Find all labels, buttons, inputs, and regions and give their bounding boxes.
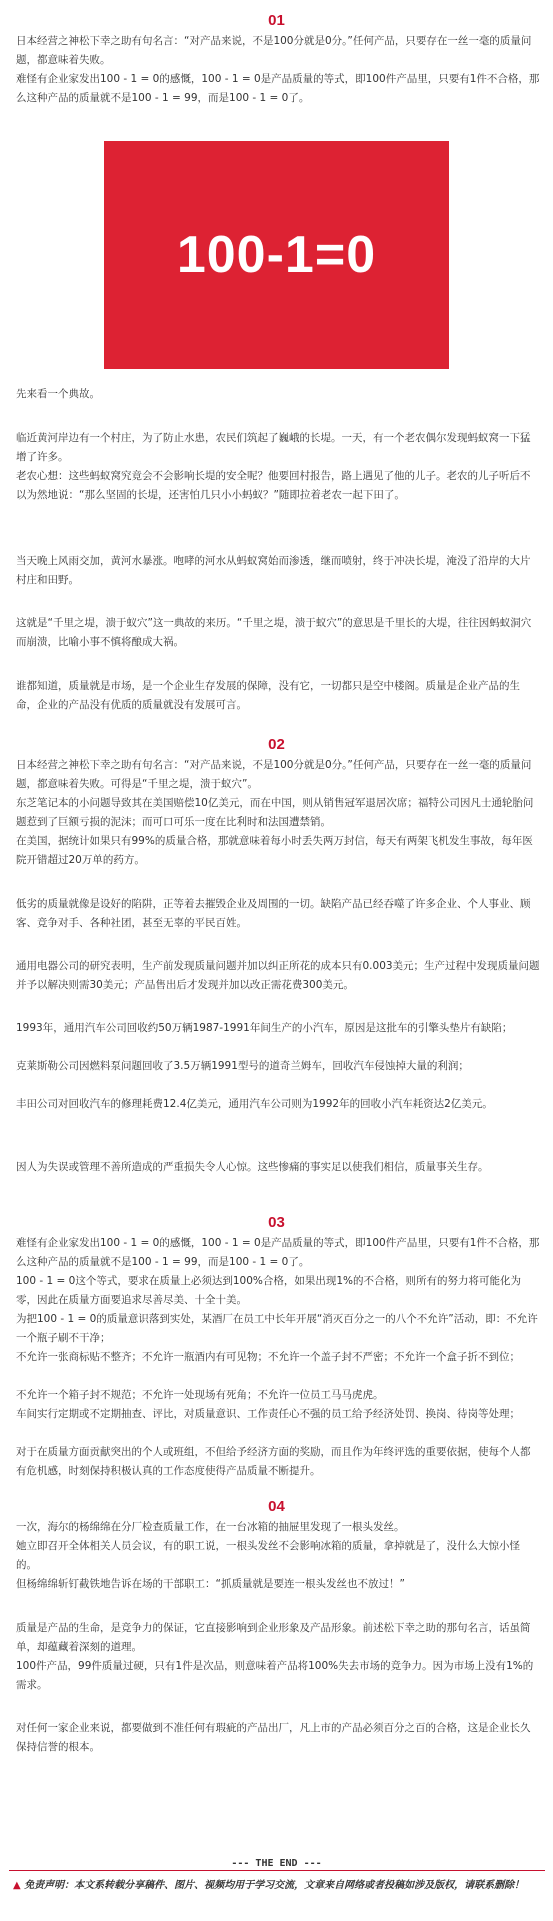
paragraph: 100 - 1 = 0这个等式，要求在质量上必须达到100%合格，如果出现1%的不合格，则所有的努力将可能化为零，因此在质量方面要追求尽善尽美、十全十美。 (16, 1275, 522, 1306)
hero-formula: 100-1=0 (176, 226, 377, 284)
paragraph: 车间实行定期或不定期抽查、评比，对质量意识、工作责任心不强的员工给予经济处罚、换岗、待岗等处理； (16, 1408, 520, 1420)
paragraph: 100件产品，99件质量过硬，只有1件是次品，则意味着产品将100%失去市场的竞争力。因为市场上没有1%的需求。 (16, 1660, 534, 1691)
paragraph: 难怪有企业家发出100 - 1 = 0的感慨，100 - 1 = 0是产品质量的等式，即100件产品里，只要有1件不合格，那么这种产品的质量就不是100 - 1 = 99，而是100 - 1 = 0了。 (16, 73, 540, 104)
paragraph: 日本经营之神松下幸之助有句名言：“对产品来说，不是100分就是0分。”任何产品，只要存在一丝一毫的质量问题，都意味着失败。可得是“千里之堤，溃于蚁穴”。 (16, 759, 532, 790)
paragraph: 不允许一张商标贴不整齐；不允许一瓶酒内有可见物；不允许一个盖子封不严密；不允许一个盒子折不到位； (16, 1351, 520, 1363)
paragraph: 先来看一个典故。 (16, 388, 100, 400)
disclaimer-box (9, 1870, 545, 1918)
paragraph: 低劣的质量就像是设好的陷阱，正等着去摧毁企业及周围的一切。缺陷产品已经吞噬了许多企业、个人事业、顾客、竞争对手、各种社团，甚至无辜的平民百姓。 (16, 898, 531, 929)
paragraph: 东芝笔记本的小问题导致其在美国赔偿10亿美元，而在中国，则从销售冠军退居次席；福特公司因凡士通轮胎问题惹到了巨额亏损的泥沫；而可口可乐一度在比利时和法国遭禁销。 (16, 797, 534, 828)
paragraph: 老农心想：这些蚂蚁窝究竟会不会影响长堤的安全呢？他要回村报告，路上遇见了他的儿子。老农的儿子听后不以为然地说：“那么坚固的长堤，还害怕几只小小蚂蚁？”随即拉着老农一起下田了。 (16, 470, 531, 501)
paragraph: 一次，海尔的杨绵绵在分厂检查质量工作，在一台冰箱的抽屉里发现了一根头发丝。 (16, 1521, 405, 1533)
paragraph: 对于在质量方面贡献突出的个人或班组，不但给予经济方面的奖励，而且作为年终评选的重要依据，使每个人都有危机感，时刻保持积极认真的工作态度使得产品质量不断提升。 (16, 1446, 531, 1477)
paragraph: 这就是“千里之堤，溃于蚁穴”这一典故的来历。“千里之堤，溃于蚁穴”的意思是千里长的大堤，往往因蚂蚁洞穴而崩溃，比喻小事不慎将酿成大祸。 (16, 617, 532, 648)
hero-image (104, 141, 449, 369)
paragraph: 质量是产品的生命，是竞争力的保证，它直接影响到企业形象及产品形象。前述松下幸之助的那句名言，话虽简单，却蕴藏着深刻的道理。 (16, 1622, 531, 1653)
triangle-icon: ▲ (13, 1880, 21, 1891)
the-end-divider: --- THE END --- (231, 1858, 322, 1869)
paragraph: 通用电器公司的研究表明，生产前发现质量问题并加以纠正所花的成本只有0.003美元；生产过程中发现质量问题并予以解决则需30美元；产品售出后才发现并加以改正需花费300美元。 (16, 960, 540, 991)
paragraph: 1993年，通用汽车公司回收约50万辆1987-1991年间生产的小汽车，原因是这批车的引擎头垫片有缺陷； (16, 1022, 513, 1034)
paragraph: 对任何一家企业来说，都要做到不准任何有瑕疵的产品出厂，凡上市的产品必须百分之百的合格，这是企业长久保持信誉的根本。 (16, 1722, 531, 1753)
paragraph: 克莱斯勒公司因燃料泵问题回收了3.5万辆1991型号的道奇兰姆车，回收汽车侵蚀掉大量的利润； (16, 1060, 469, 1072)
paragraph: 难怪有企业家发出100 - 1 = 0的感慨，100 - 1 = 0是产品质量的等式，即100件产品里，只要有1件不合格，那么这种产品的质量就不是100 - 1 = 99，而是100 - 1 = 0了。 (16, 1237, 540, 1268)
paragraph: 为把100 - 1 = 0的质量意识落到实处，某酒厂在员工中长年开展“消灭百分之一的八个不允许”活动，即：不允许一个瓶子刷不干净； (16, 1313, 538, 1344)
paragraph: 丰田公司对回收汽车的修理耗费12.4亿美元，通用汽车公司则为1992年的回收小汽车耗资达2亿美元。 (16, 1098, 493, 1110)
section-number-04: 04 (268, 1498, 285, 1515)
paragraph: 因人为失误或管理不善所造成的严重损失令人心惊。这些惨痛的事实足以使我们相信，质量事关生存。 (16, 1161, 489, 1173)
paragraph: 她立即召开全体相关人员会议，有的职工说，一根头发丝不会影响冰箱的质量，拿掉就是了，没什么大惊小怪的。 (16, 1540, 520, 1571)
paragraph: 日本经营之神松下幸之助有句名言：“对产品来说，不是100分就是0分。”任何产品，只要存在一丝一毫的质量问题，都意味着失败。 (16, 35, 532, 66)
paragraph: 临近黄河岸边有一个村庄，为了防止水患，农民们筑起了巍峨的长堤。一天，有一个老农偶尔发现蚂蚁窝一下猛增了许多。 (16, 432, 531, 463)
disclaimer-text: 免责声明：本文系转载分享稿件、图片、视频均用于学习交流，文章来自网络或者投稿如涉及版权，请联系删除！ (24, 1880, 525, 1891)
paragraph: 在美国，据统计如果只有99%的质量合格，那就意味着每小时丢失两万封信，每天有两架飞机发生事故，每年医院开错超过20万单的药方。 (16, 835, 533, 866)
paragraph: 但杨绵绵斩钉截铁地告诉在场的干部职工：“抓质量就是要连一根头发丝也不放过！” (16, 1578, 405, 1590)
section-number-03: 03 (268, 1214, 285, 1231)
section-number-01: 01 (268, 12, 285, 29)
section-number-02: 02 (268, 736, 285, 753)
paragraph: 谁都知道，质量就是市场，是一个企业生存发展的保障，没有它，一切都只是空中楼阁。质量是企业产品的生命，企业的产品没有优质的质量就没有发展可言。 (16, 680, 520, 711)
paragraph: 不允许一个箱子封不规范；不允许一处现场有死角；不允许一位员工马马虎虎。 (16, 1389, 384, 1401)
paragraph: 当天晚上风雨交加，黄河水暴涨。咆哮的河水从蚂蚁窝始而渗透，继而喷射，终于冲决长堤，淹没了沿岸的大片村庄和田野。 (16, 555, 531, 586)
